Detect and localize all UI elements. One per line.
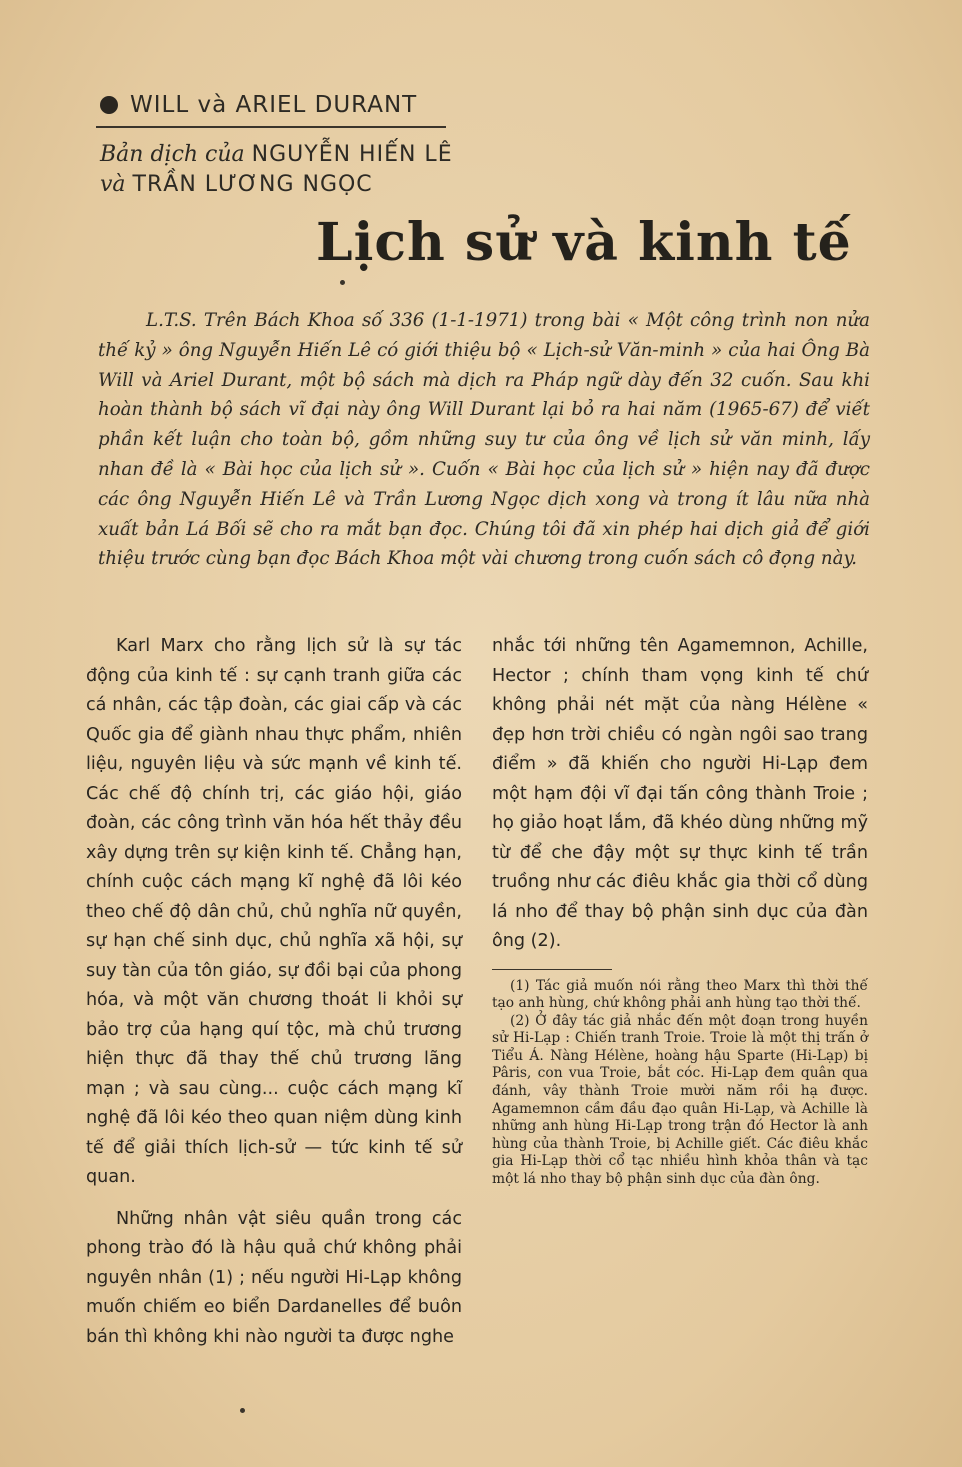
body-column-left: [86, 632, 462, 1352]
translator-name: NGUYỄN HIẾN LÊ: [251, 142, 453, 167]
footnote-1: (1) Tác giả muốn nói rằng theo Marx thì thời thế tạo anh hùng, chứ không phải anh hùng tạo thời thế.: [492, 977, 868, 1012]
translator-credit: [100, 140, 453, 200]
translator-conj: và: [100, 172, 126, 197]
author-name: WILL và ARIEL DURANT: [130, 92, 418, 118]
editor-intro: L.T.S. Trên Bách Khoa số 336 (1-1-1971) trong bài « Một công trình non nửa thế kỷ » ông Nguyễn Hiến Lê có giới thiệu bộ « Lịch-sử Văn-minh » của hai Ông Bà Will và Ariel Durant, một bộ sách mà dịch ra Pháp ngữ dày đến 32 cuốn. Sau khi hoàn thành bộ sách vĩ đại này ông Will Durant lại bỏ ra hai năm (1965-67) để viết phần kết luận cho toàn bộ, gồm những suy tư của ông về lịch sử văn minh, lấy nhan đề là « Bài học của lịch sử ». Cuốn « Bài học của lịch sử » hiện nay đã được các ông Nguyễn Hiến Lê và Trần Lương Ngọc dịch xong và trong ít lâu nữa nhà xuất bản Lá Bối sẽ cho ra mắt bạn đọc. Chúng tôi đã xin phép hai dịch giả để giới thiệu trước cùng bạn đọc Bách Khoa một vài chương trong cuốn sách cô đọng này.: [98, 310, 870, 570]
title-dot: [340, 280, 345, 285]
footnote-rule: [492, 969, 612, 970]
body-paragraph-2-start: Những nhân vật siêu quần trong các phong trào đó là hậu quả chứ không phải nguyên nhân (1) ; nếu người Hi-Lạp không muốn chiếm eo biển Dardanelles để buôn bán thì không khi nào người ta được nghe: [86, 1208, 462, 1347]
body-paragraph-1: Karl Marx cho rằng lịch sử là sự tác động của kinh tế : sự cạnh tranh giữa các cá nhân, các tập đoàn, các giai cấp và các Quốc gia để giành nhau thực phẩm, nhiên liệu, nguyên liệu và sức mạnh về kinh tế. Các chế độ chính trị, các giáo hội, giáo đoàn, các công trình văn hóa hết thảy đều xây dựng trên sự kiện kinh tế. Chẳng hạn, chính cuộc cách mạng kĩ nghệ đã lôi kéo theo chế độ dân chủ, chủ nghĩa nữ quyền, sự hạn chế sinh dục, chủ nghĩa xã hội, sự suy tàn của tôn giáo, sự đồi bại của phong hóa, và một văn chương thoát li khỏi sự bảo trợ của hạng quí tộc, mà chủ trương hiện thực đã thay thế chủ trương lãng mạn ; và sau cùng... cuộc cách mạng kĩ nghệ đã lôi kéo theo quan niệm dùng kinh tế để giải thích lịch-sử — tức kinh tế sử quan.: [86, 636, 462, 1187]
author-line: [100, 92, 417, 118]
header-rule: [96, 126, 446, 128]
translator-name-2: TRẦN LƯƠNG NGỌC: [132, 172, 373, 197]
translator-prefix: Bản dịch của: [100, 142, 245, 167]
body-paragraph-2: nhắc tới những tên Agamemnon, Achille, Hector ; chính tham vọng kinh tế chứ không phải nét mặt của nàng Hélène « đẹp hơn trời chiều có ngàn ngôi sao trang điểm » đã khiến cho người Hi-Lạp đem một hạm đội vĩ đại tấn công thành Troie ; họ giảo hoạt lắm, đã khéo dùng những mỹ từ để che đậy một sự thực kinh tế trần truồng như các điêu khắc gia thời cổ dùng lá nho để thay bộ phận sinh dục của đàn ông (2).: [492, 636, 868, 951]
body-column-right: [492, 632, 868, 1189]
bullet-icon: [100, 96, 118, 114]
page-mark: [240, 1408, 245, 1413]
article-title: Lịch sử và kinh tế: [316, 212, 852, 273]
footnote-2: (2) Ở đây tác giả nhắc đến một đoạn trong huyền sử Hi-Lạp : Chiến tranh Troie. Troie là một thị trấn ở Tiểu Á. Nàng Hélène, hoàng hậu Sparte (Hi-Lạp) bị Pâris, con vua Troie, bắt cóc. Hi-Lạp đem quân qua đánh, vây thành Troie mười năm rồi hạ được. Agamemnon cầm đầu đạo quân Hi-Lạp, và Achille là những anh hùng Hi-Lạp trong trận đó Hector là anh hùng của thành Troie, bị Achille giết. Các điêu khắc gia Hi-Lạp thời cổ tạc nhiều hình khỏa thân và tạc một lá nho thay bộ phận sinh dục của đàn ông.: [492, 1012, 868, 1188]
